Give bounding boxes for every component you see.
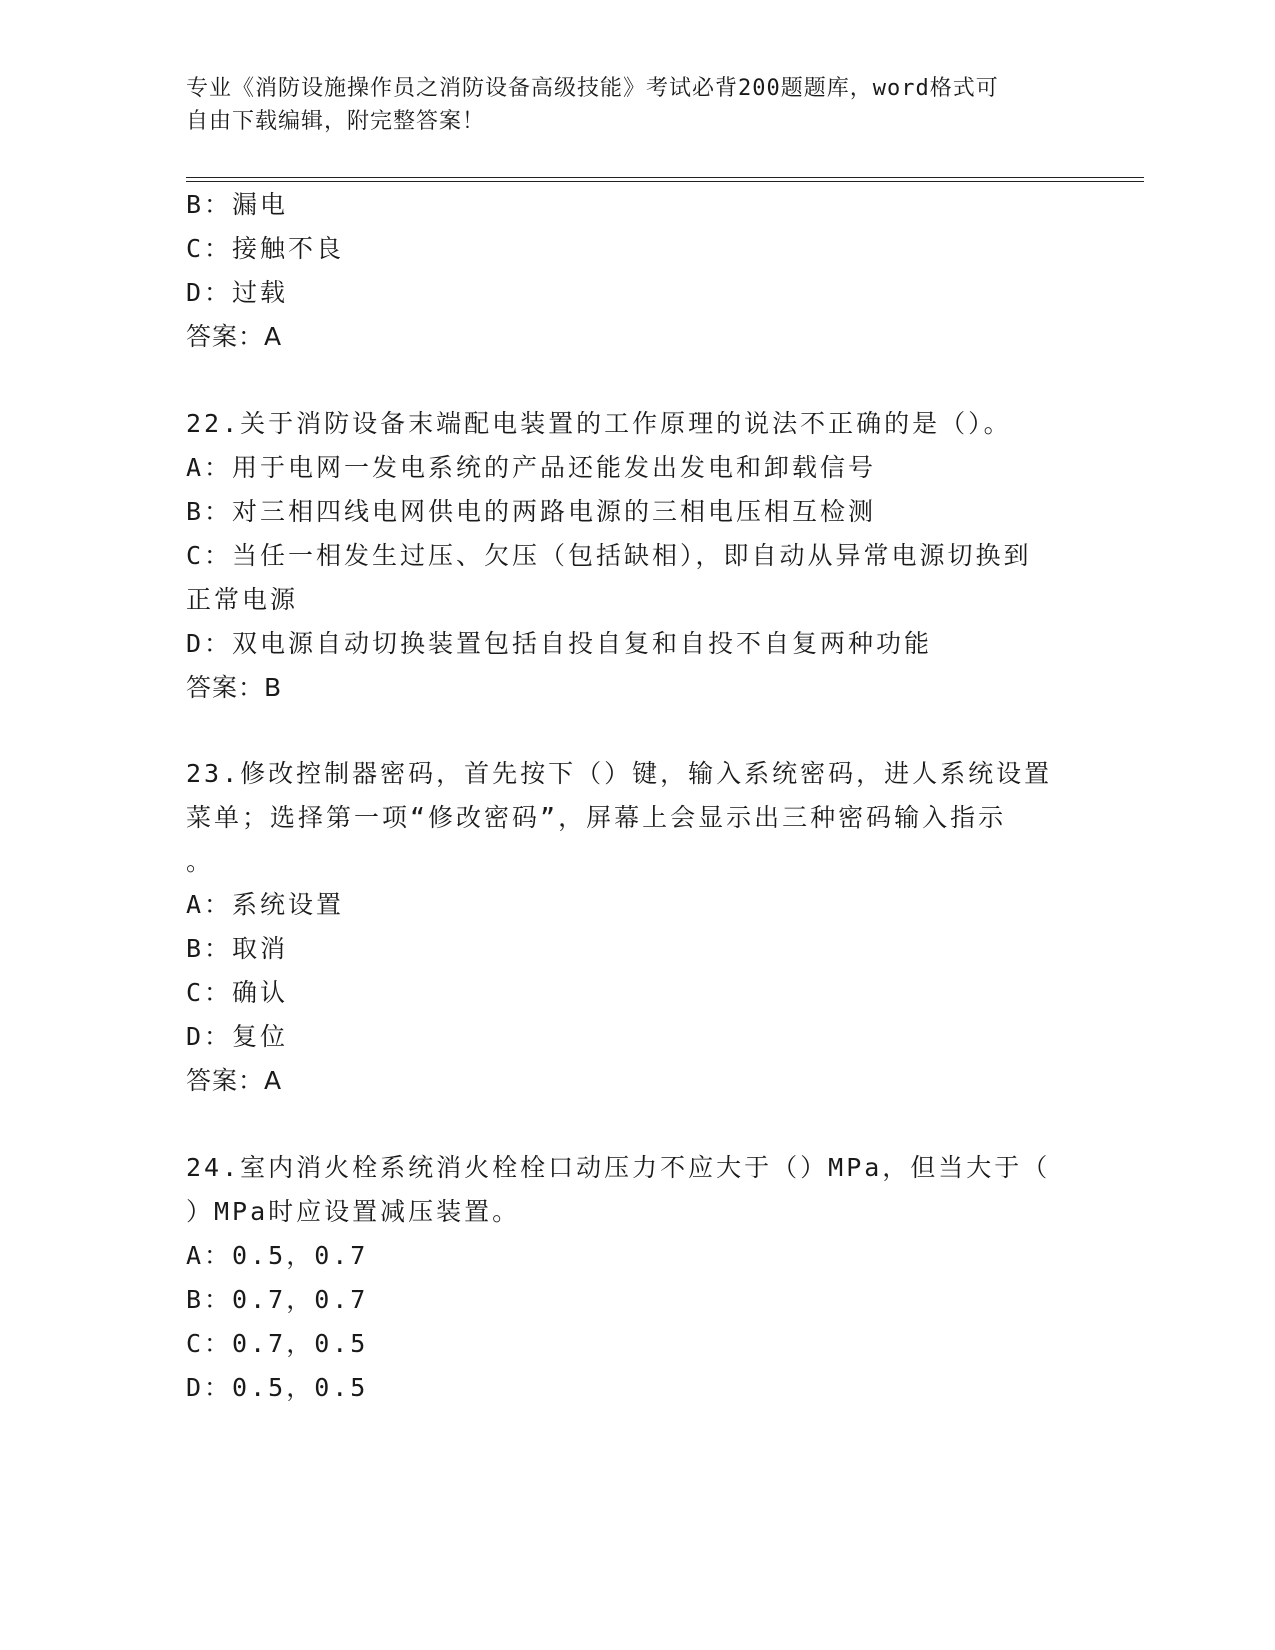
q23-stem-line-1: 23.修改控制器密码，首先按下（）键，输入系统密码，进人系统设置 [186, 759, 1053, 788]
q24-option-a: A：0.5，0.7 [186, 1241, 369, 1270]
q23-stem-line-2: 菜单；选择第一项“修改密码”，屏幕上会显示出三种密码输入指示 [186, 803, 1007, 832]
q22-option-d: D：双电源自动切换装置包括自投自复和自投不自复两种功能 [186, 629, 933, 658]
q22-option-a: A：用于电网一发电系统的产品还能发出发电和卸载信号 [186, 453, 877, 482]
q22-option-b: B：对三相四线电网供电的两路电源的三相电压相互检测 [186, 497, 877, 526]
q23-option-c: C：确认 [186, 978, 289, 1007]
q24-option-d: D：0.5，0.5 [186, 1373, 369, 1402]
q24-stem-line-2: ）MPa时应设置减压装置。 [186, 1197, 521, 1226]
q24-option-c: C：0.7，0.5 [186, 1329, 369, 1358]
q22-option-c-line-1: C：当任一相发生过压、欠压（包括缺相），即自动从异常电源切换到 [186, 541, 1032, 570]
q23-option-a: A：系统设置 [186, 890, 345, 919]
header-divider-top [186, 177, 1144, 178]
q21-option-d: D：过载 [186, 278, 289, 307]
header-divider-bottom [186, 181, 1144, 182]
q22-option-c-line-2: 正常电源 [186, 585, 299, 614]
header-title-line-2: 自由下载编辑，附完整答案！ [186, 109, 486, 134]
q23-answer: 答案：A [186, 1066, 283, 1095]
q22-answer: 答案：B [186, 673, 283, 702]
q23-stem-line-3: 。 [186, 847, 215, 876]
q23-option-d: D：复位 [186, 1022, 289, 1051]
document-header [186, 72, 1066, 138]
q22-stem: 22.关于消防设备末端配电装置的工作原理的说法不正确的是（）。 [186, 409, 1012, 438]
q21-option-c: C：接触不良 [186, 234, 345, 263]
q24-option-b: B：0.7，0.7 [186, 1285, 369, 1314]
q21-option-b: B：漏电 [186, 190, 289, 219]
q21-answer: 答案：A [186, 322, 283, 351]
q24-stem-line-1: 24.室内消火栓系统消火栓栓口动压力不应大于（）MPa，但当大于（ [186, 1153, 1051, 1182]
q23-option-b: B：取消 [186, 934, 289, 963]
header-title-line-1: 专业《消防设施操作员之消防设备高级技能》考试必背200题题库，word格式可 [186, 76, 999, 101]
